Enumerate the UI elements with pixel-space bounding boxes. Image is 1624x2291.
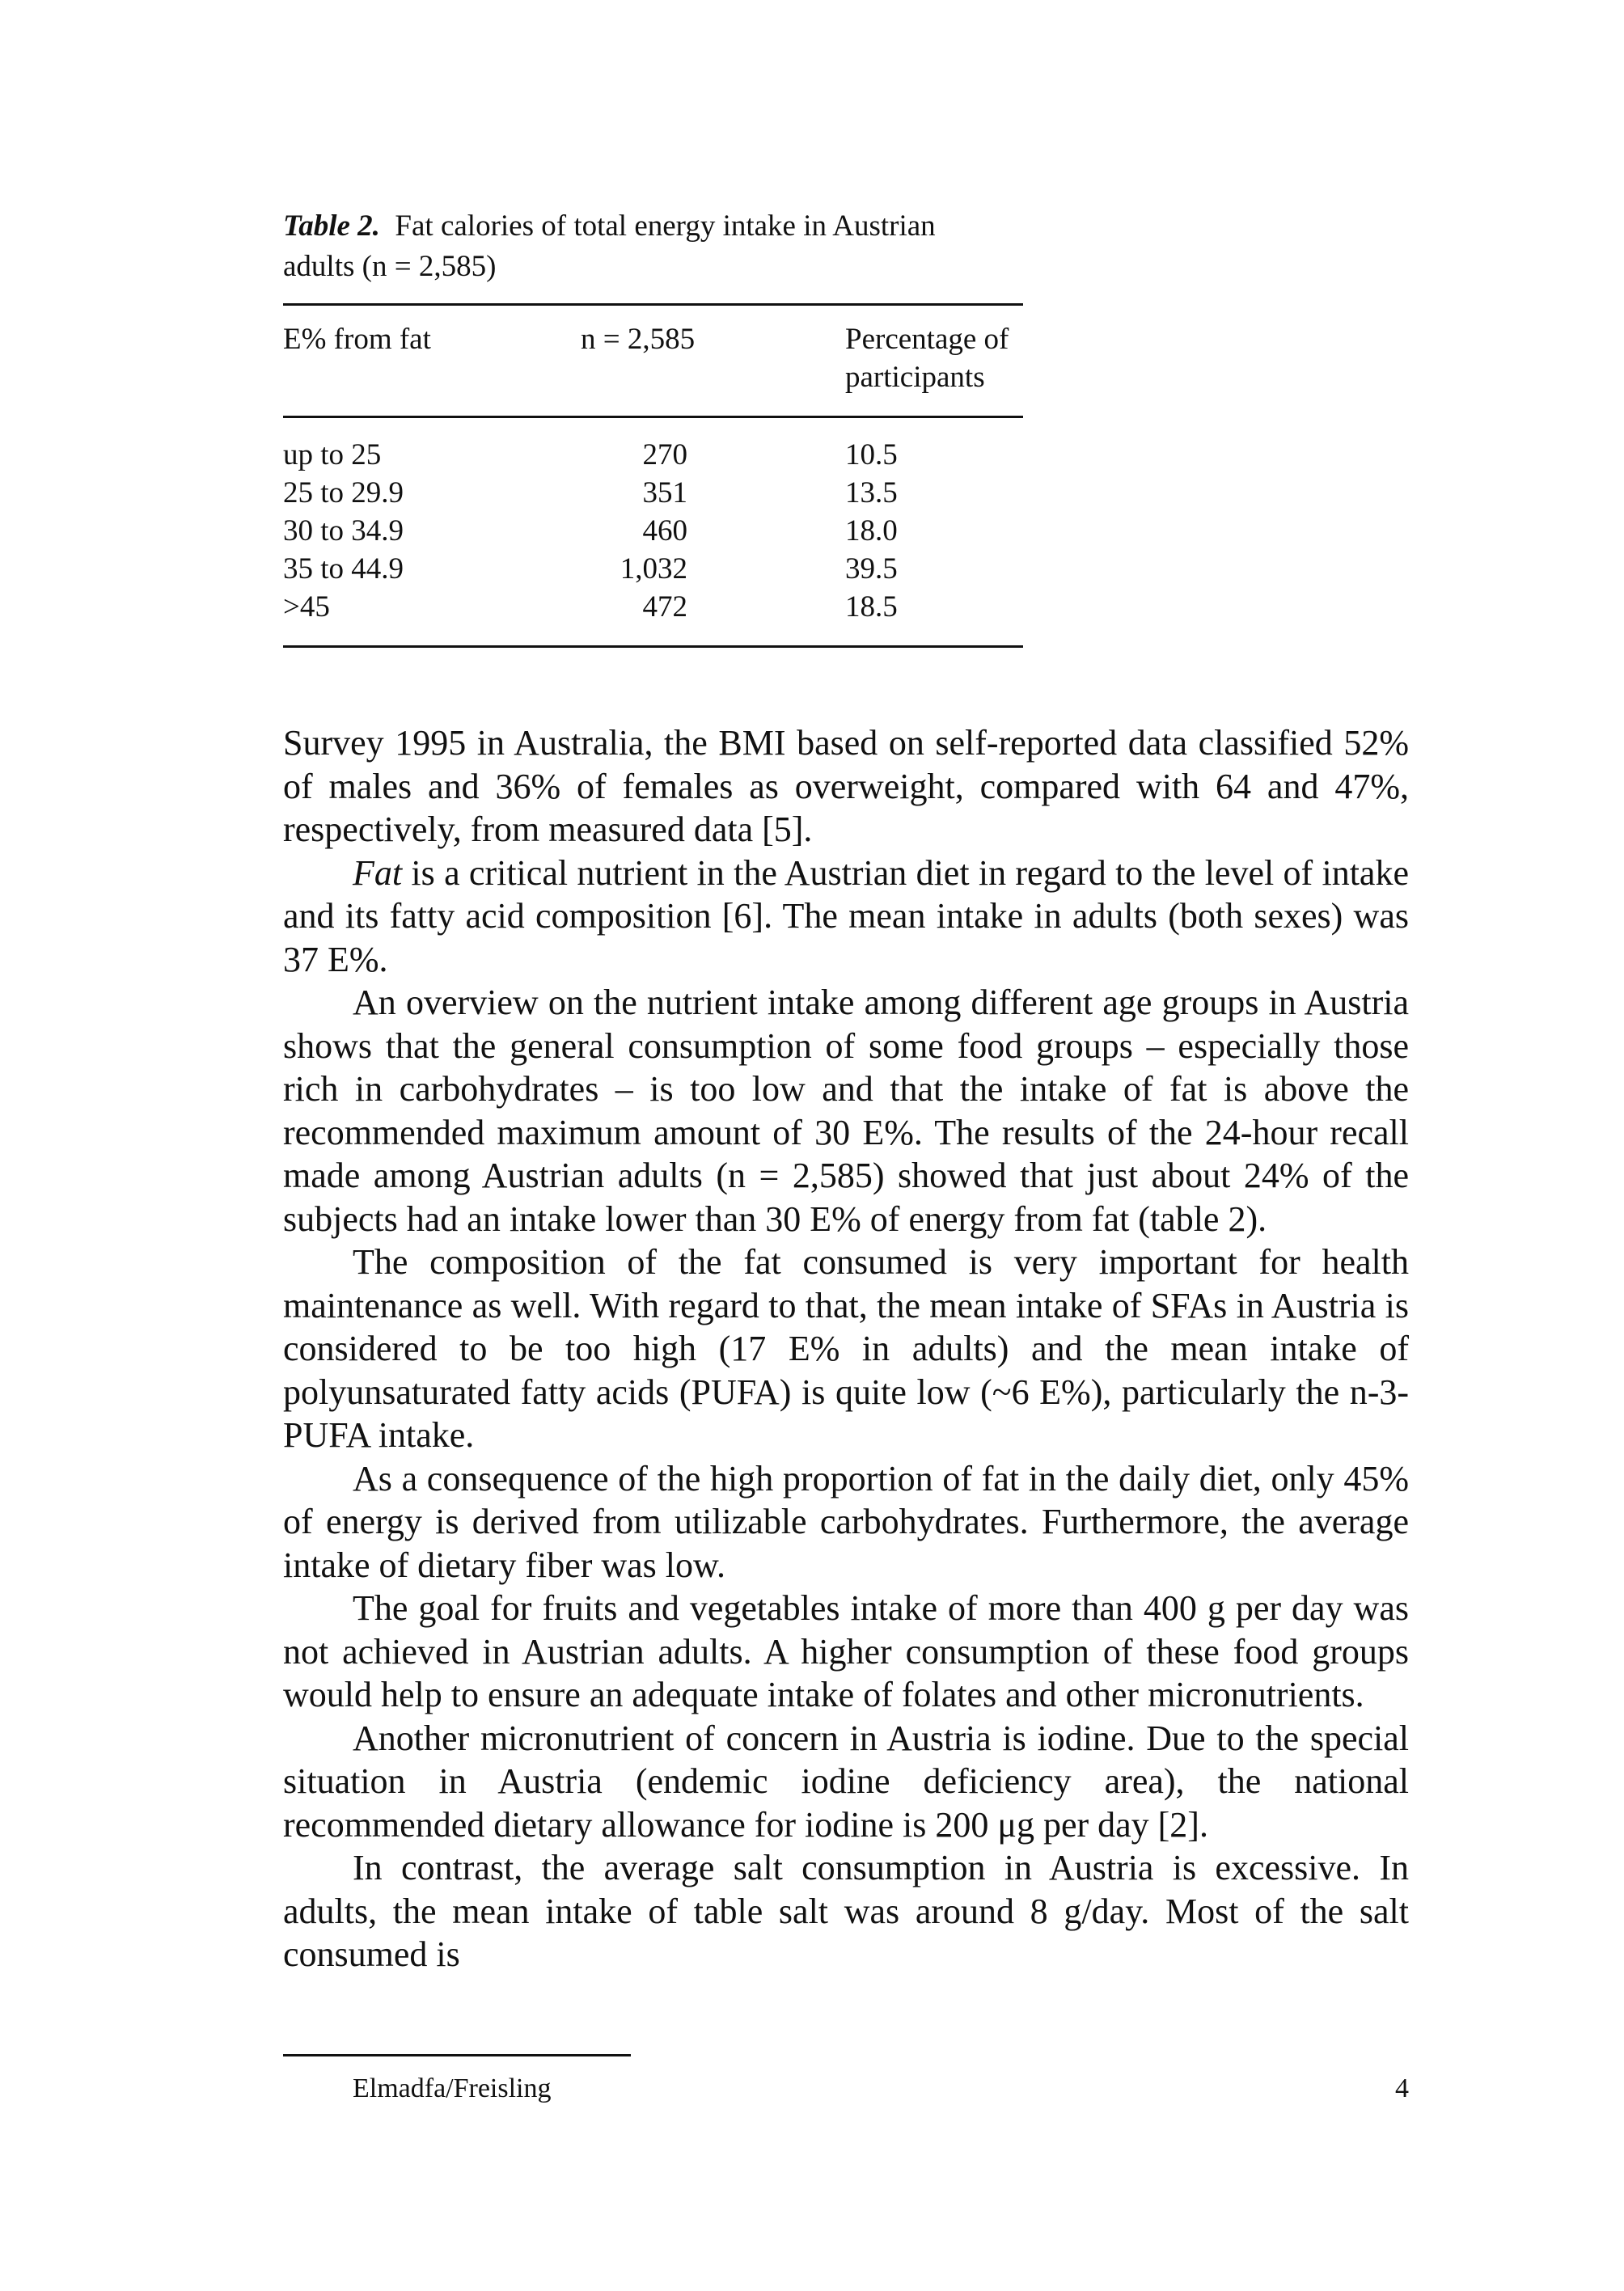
cell-n: 351 <box>642 476 687 509</box>
cell-range: >45 <box>283 590 330 623</box>
table-row <box>283 436 1023 474</box>
table-caption-text: Fat calories of total energy intake in Austrian <box>395 209 936 243</box>
header-percentage-line1: Percentage of <box>845 323 1009 356</box>
table-row <box>283 474 1023 512</box>
table-row <box>283 512 1023 550</box>
paragraph-fat <box>283 852 1409 982</box>
cell-n: 472 <box>642 590 687 623</box>
cell-n: 1,032 <box>620 552 687 585</box>
cell-range: up to 25 <box>283 438 382 471</box>
running-head: Elmadfa/Freisling <box>353 2073 552 2103</box>
paragraph-survey-1995: Survey 1995 in Australia, the BMI based on self-reported data classified 52% of males and 36% of females as overweight, compared with 64 and 47%, respectively, from measured data [5]. <box>283 723 1409 849</box>
cell-range: 35 to 44.9 <box>283 552 404 585</box>
cell-range: 25 to 29.9 <box>283 476 404 509</box>
table-row <box>283 550 1023 588</box>
paragraph-nutrient-overview: An overview on the nutrient intake among different age groups in Austria shows that the general consumption of some food groups – especially those rich in carbohydrates – is too low and that the intake of fat is above the recommended maximum amount of 30 E%. The results of the 24-hour recall made among Austrian adults (n = 2,585) showed that just about 24% of the subjects had an intake lower than 30 E% of energy from fat (table 2). <box>283 983 1409 1239</box>
table-caption-label: Table 2. <box>283 209 380 243</box>
paragraph-fruits-vegetables: The goal for fruits and vegetables intake of more than 400 g per day was not achieved in Austrian adults. A higher consumption of these food groups would help to ensure an adequate intake of folates and other micronutrients. <box>283 1588 1409 1714</box>
paragraph-salt: In contrast, the average salt consumption in Austria is excessive. In adults, the mean intake of table salt was around 8 g/day. Most of the salt consumed is <box>283 1848 1409 1974</box>
table-row <box>283 588 1023 626</box>
body-text <box>283 721 1409 1976</box>
paragraph-fat-composition: The composition of the fat consumed is very important for health maintenance as well. With regard to that, the mean intake of SFAs in Austria is considered to be too high (17 E% in adults) and the mean intake of polyunsaturated fatty acids (PUFA) is quite low (~6 E%), particularly the n-3-PUFA intake. <box>283 1242 1409 1455</box>
header-percentage <box>845 320 1031 396</box>
page-number: 4 <box>1395 2073 1409 2103</box>
cell-percentage: 10.5 <box>845 438 898 471</box>
table-caption <box>283 206 1023 287</box>
cell-percentage: 18.5 <box>845 590 898 623</box>
header-n: n = 2,585 <box>581 323 696 356</box>
footer-rule <box>283 2054 631 2056</box>
cell-percentage: 13.5 <box>845 476 898 509</box>
table-header-row <box>283 306 1023 416</box>
paragraph-carbohydrates: As a consequence of the high proportion of fat in the daily diet, only 45% of energy is derived from utilizable carbohydrates. Furthermore, the average intake of dietary fiber was low. <box>283 1458 1409 1585</box>
header-percentage-line2: participants <box>845 361 985 394</box>
header-energy-from-fat: E% from fat <box>283 323 431 356</box>
cell-percentage: 39.5 <box>845 552 898 585</box>
paragraph-iodine: Another micronutrient of concern in Austria is iodine. Due to the special situation in Austria (endemic iodine deficiency area), the national recommended dietary allowance for iodine is 200 μg per day [2]. <box>283 1718 1409 1845</box>
cell-percentage: 18.0 <box>845 514 898 547</box>
paragraph-fat-text: is a critical nutrient in the Austrian diet in regard to the level of intake and its fatty acid composition [6]. The mean intake in adults (both sexes) was 37 E%. <box>283 852 1409 979</box>
fat-term: Fat <box>353 852 403 893</box>
table-bottom-rule <box>283 645 1023 648</box>
table-body <box>283 418 1023 645</box>
cell-range: 30 to 34.9 <box>283 514 404 547</box>
cell-n: 270 <box>642 438 687 471</box>
table-caption-text-cont: adults (n = 2,585) <box>283 250 497 283</box>
cell-n: 460 <box>642 514 687 547</box>
table-2 <box>283 206 1023 648</box>
